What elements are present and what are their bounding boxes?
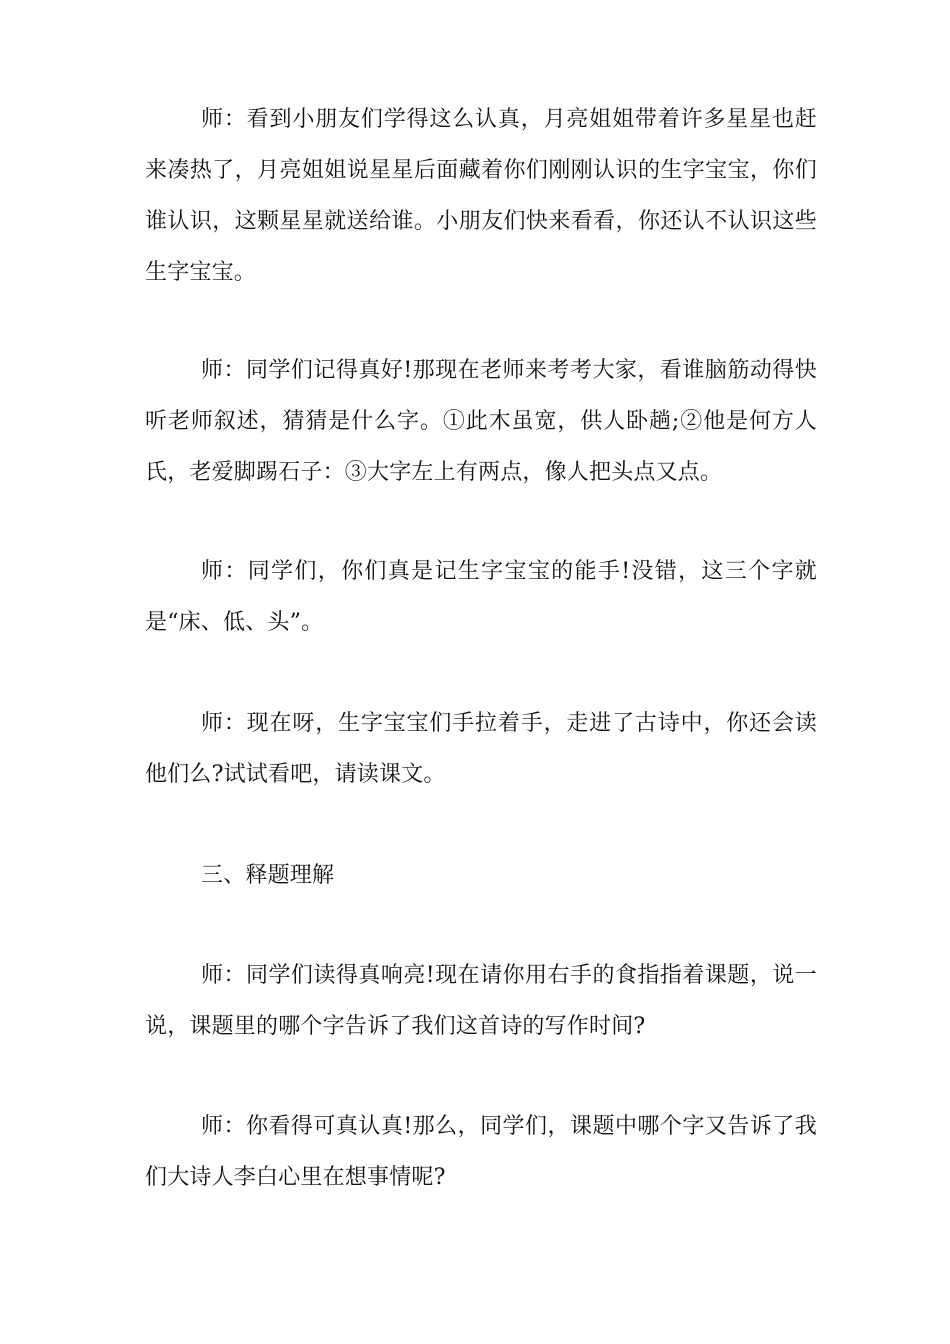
paragraph-moon-stars: 师：看到小朋友们学得这么认真，月亮姐姐带着许多星星也赶来凑热了，月亮姐姐说星星后面藏着你们刚刚认识的生字宝宝，你们谁认识，这颗星星就送给谁。小朋友们快来看看，你还认不认识这些生字宝宝。 [145,107,817,285]
paragraph-answer: 师：同学们，你们真是记生字宝宝的能手!没错，这三个字就是“床、低、头”。 [145,559,817,635]
paragraph-title-thought: 师：你看得可真认真!那么，同学们，课题中哪个字又告诉了我们大诗人李白心里在想事情呢? [145,1114,817,1190]
paragraph-title-time: 师：同学们读得真响亮!现在请你用右手的食指指着课题，说一说，课题里的哪个字告诉了我们这首诗的写作时间? [145,963,817,1039]
section-heading: 三、释题理解 [201,863,335,888]
paragraph-riddles: 师：同学们记得真好!那现在老师来考考大家，看谁脑筋动得快听老师叙述，猜猜是什么字。①此木虽宽，供人卧趟;②他是何方人氏，老爱脚踢石子：③大字左上有两点，像人把头点又点。 [145,358,817,485]
paragraph-read-text: 师：现在呀，生字宝宝们手拉着手，走进了古诗中，你还会读他们么?试试看吧，请读课文。 [145,711,817,787]
